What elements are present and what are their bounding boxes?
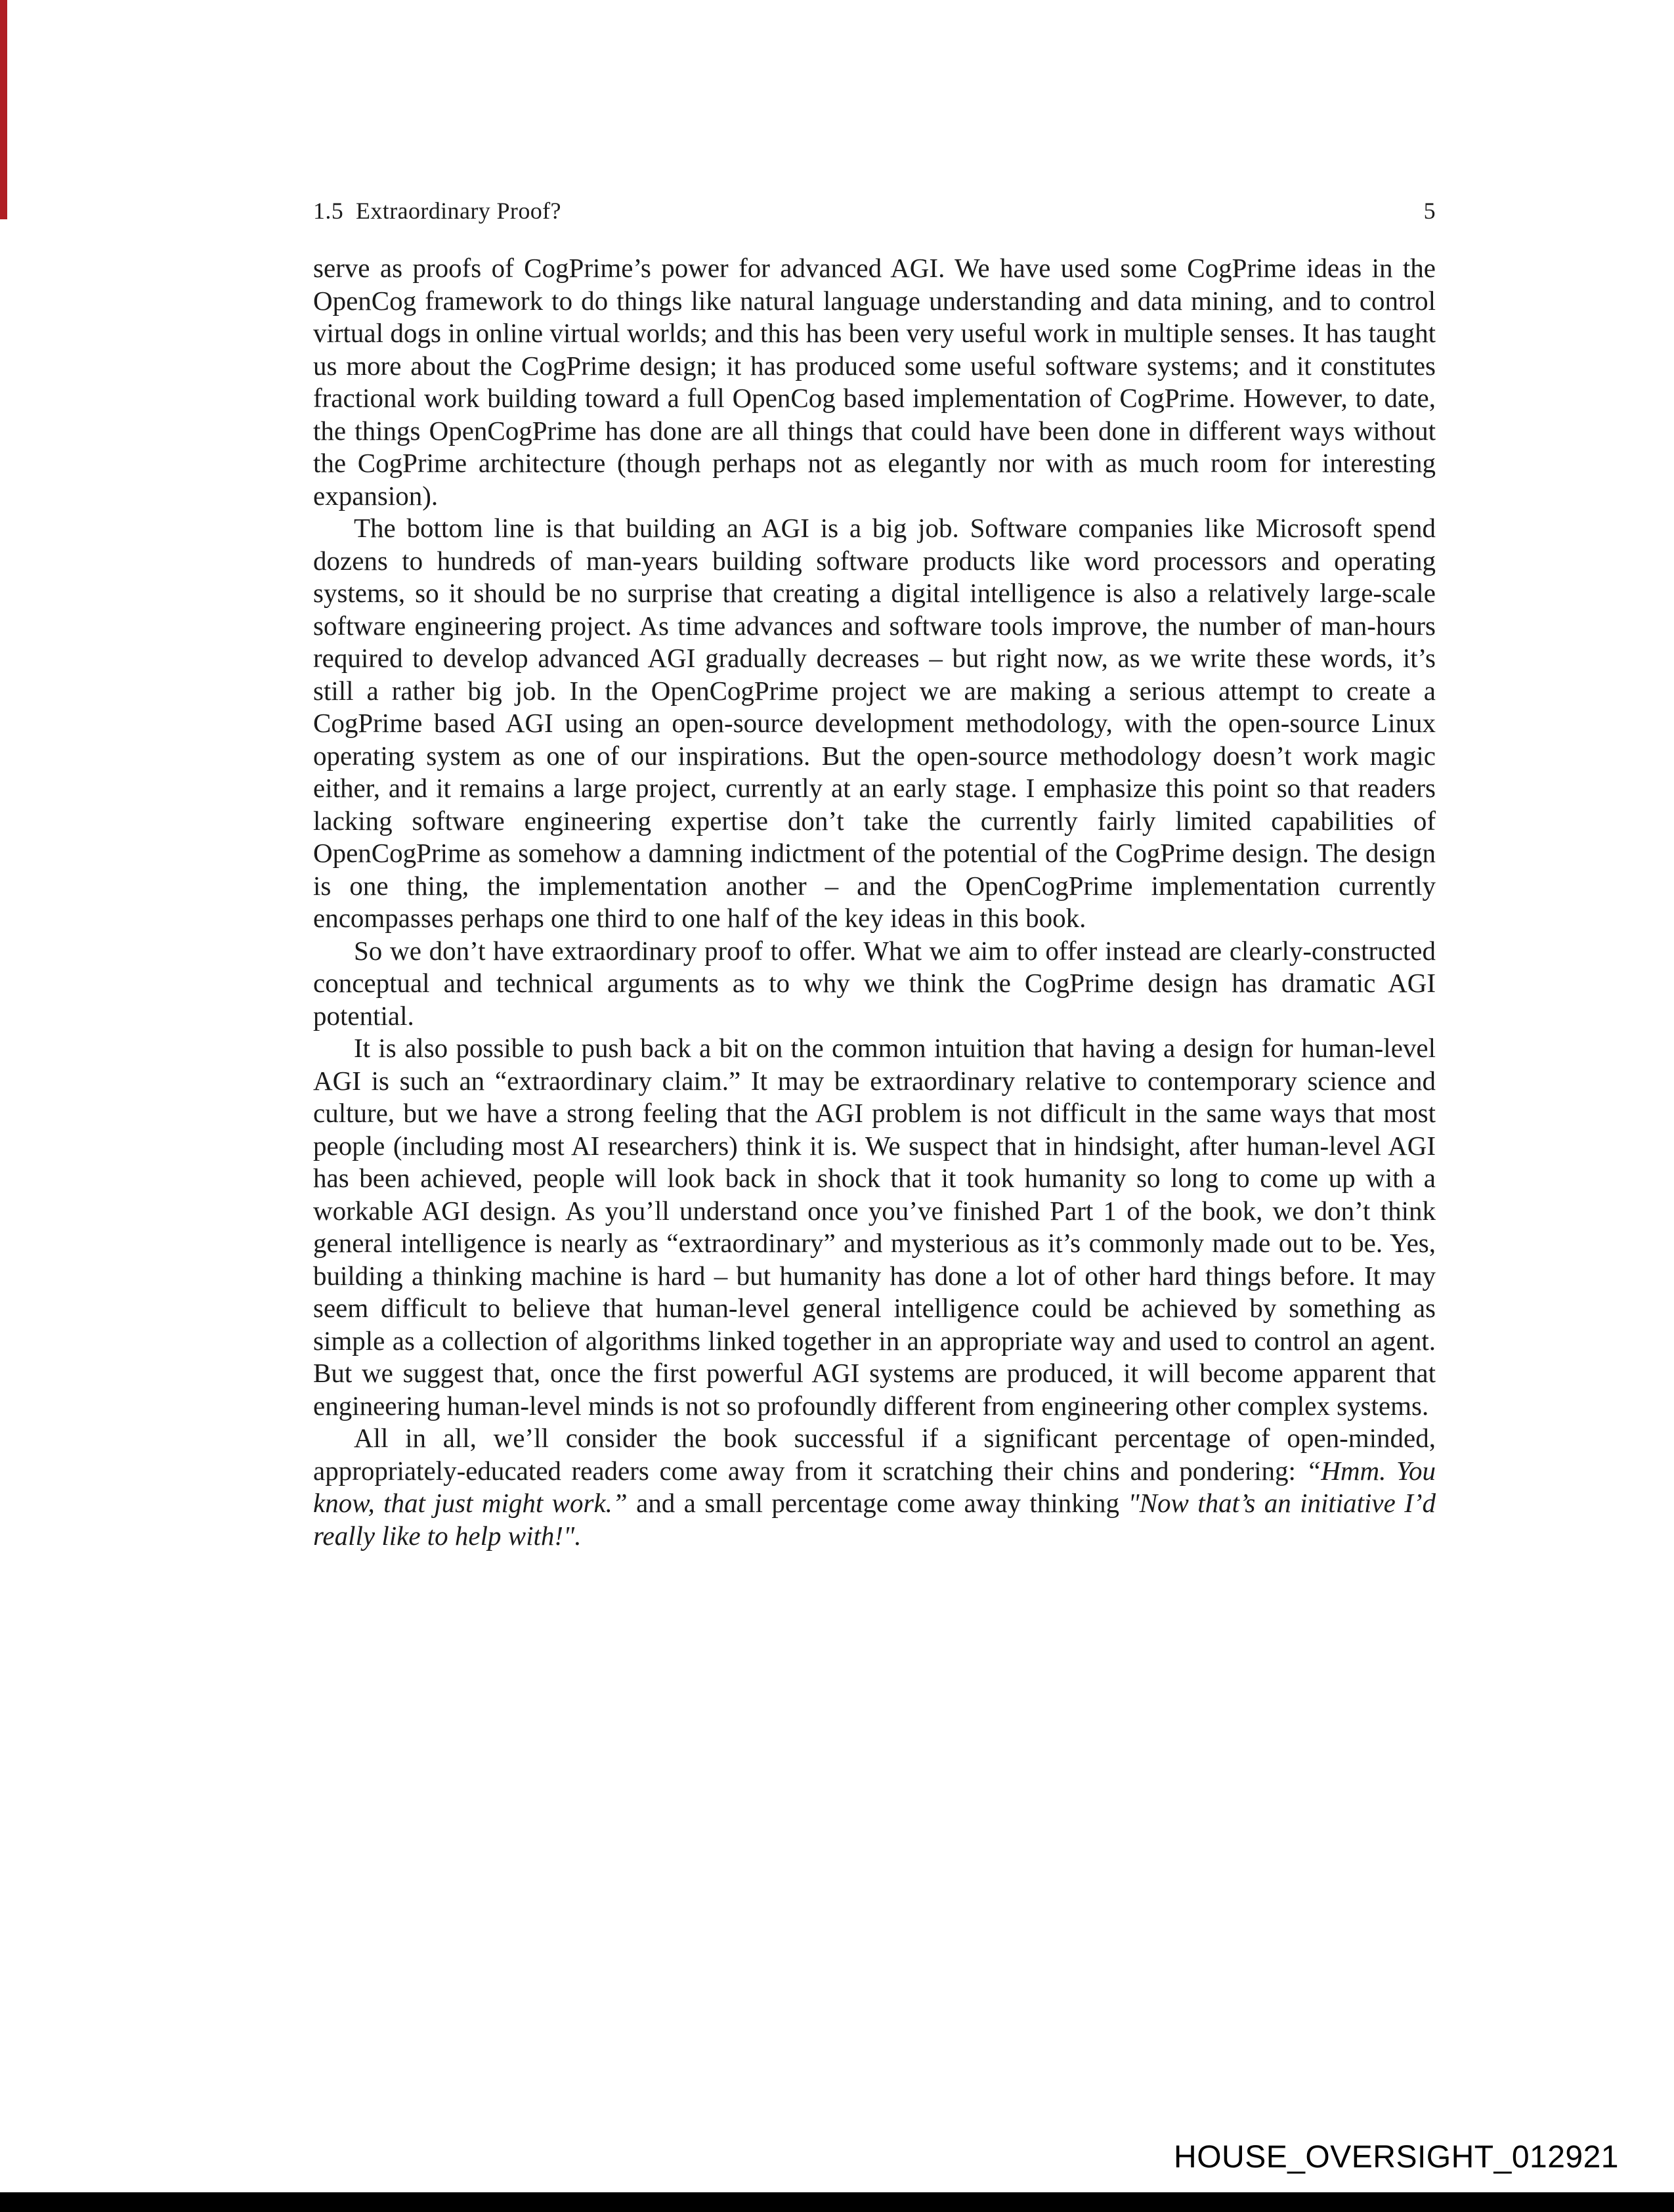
body-text [313,252,1436,1552]
bottom-black-bar [0,2192,1674,2212]
paragraph: So we don’t have extraordinary proof to offer. What we aim to offer instead are clearly-constructed conceptual and technical arguments as to why we think the CogPrime design has dramatic AGI potential. [313,935,1436,1031]
paragraph [313,1422,1436,1552]
page-number: 5 [1423,198,1436,224]
paragraph: The bottom line is that building an AGI is a big job. Software companies like Microsoft spend dozens to hundreds of man-years building software products like word processors and operating systems, so it should be no surprise that creating a digital intelligence is also a relatively large-scale software engineering project. As time advances and software tools improve, the number of man-hours required to develop advanced AGI gradually decreases – but right now, as we write these words, it’s still a rather big job. In the OpenCogPrime project we are making a serious attempt to create a CogPrime based AGI using an open-source development methodology, with the open-source Linux operating system as one of our inspirations. But the open-source methodology doesn’t work magic either, and it remains a large project, currently at an early stage. I emphasize this point so that readers lacking software engineering expertise don’t take the currently fairly limited capabilities of OpenCogPrime as somehow a damning indictment of the potential of the CogPrime design. The design is one thing, the implementation another – and the OpenCogPrime implementation currently encompasses perhaps one third to one half of the key ideas in this book. [313,513,1436,933]
running-header [313,197,1436,225]
paragraph-segment-italic: "Now that’s an initiative I’d really like to help with!". [313,1488,1436,1551]
paragraph-segment: and a small percentage come away thinking [627,1488,1128,1518]
page-content [313,197,1436,1552]
section-title: 1.5 Extraordinary Proof? [313,198,561,224]
left-edge-red-mark [0,0,7,219]
bates-stamp: HOUSE_OVERSIGHT_012921 [1174,2140,1619,2175]
paragraph: serve as proofs of CogPrime’s power for advanced AGI. We have used some CogPrime ideas in the OpenCog framework to do things like natural language understanding and data mining, and to control virtual dogs in online virtual worlds; and this has been very useful work in multiple senses. It has taught us more about the CogPrime design; it has produced some useful software systems; and it constitutes fractional work building toward a full OpenCog based implementation of CogPrime. However, to date, the things OpenCogPrime has done are all things that could have been done in different ways without the CogPrime architecture (though perhaps not as elegantly nor with as much room for interesting expansion). [313,253,1436,511]
paragraph-segment-italic: “Hmm. You know, that just might work.” [313,1455,1436,1518]
paragraph-segment: All in all, we’ll consider the book successful if a significant percentage of open-minded, appropriately-educated readers come away from it scratching their chins and pondering: [313,1423,1436,1486]
paragraph: It is also possible to push back a bit on the common intuition that having a design for human-level AGI is such an “extraordinary claim.” It may be extraordinary relative to contemporary science and culture, but we have a strong feeling that the AGI problem is not difficult in the same ways that most people (including most AI researchers) think it is. We suspect that in hindsight, after human-level AGI has been achieved, people will look back in shock that it took humanity so long to come up with a workable AGI design. As you’ll understand once you’ve finished Part 1 of the book, we don’t think general intelligence is nearly as “extraordinary” and mysterious as it’s commonly made out to be. Yes, building a thinking machine is hard – but humanity has done a lot of other hard things before. It may seem difficult to believe that human-level general intelligence could be achieved by something as simple as a collection of algorithms linked together in an appropriate way and used to control an agent. But we suggest that, once the first powerful AGI systems are produced, it will become apparent that engineering human-level minds is not so profoundly different from engineering other complex systems. [313,1033,1436,1421]
